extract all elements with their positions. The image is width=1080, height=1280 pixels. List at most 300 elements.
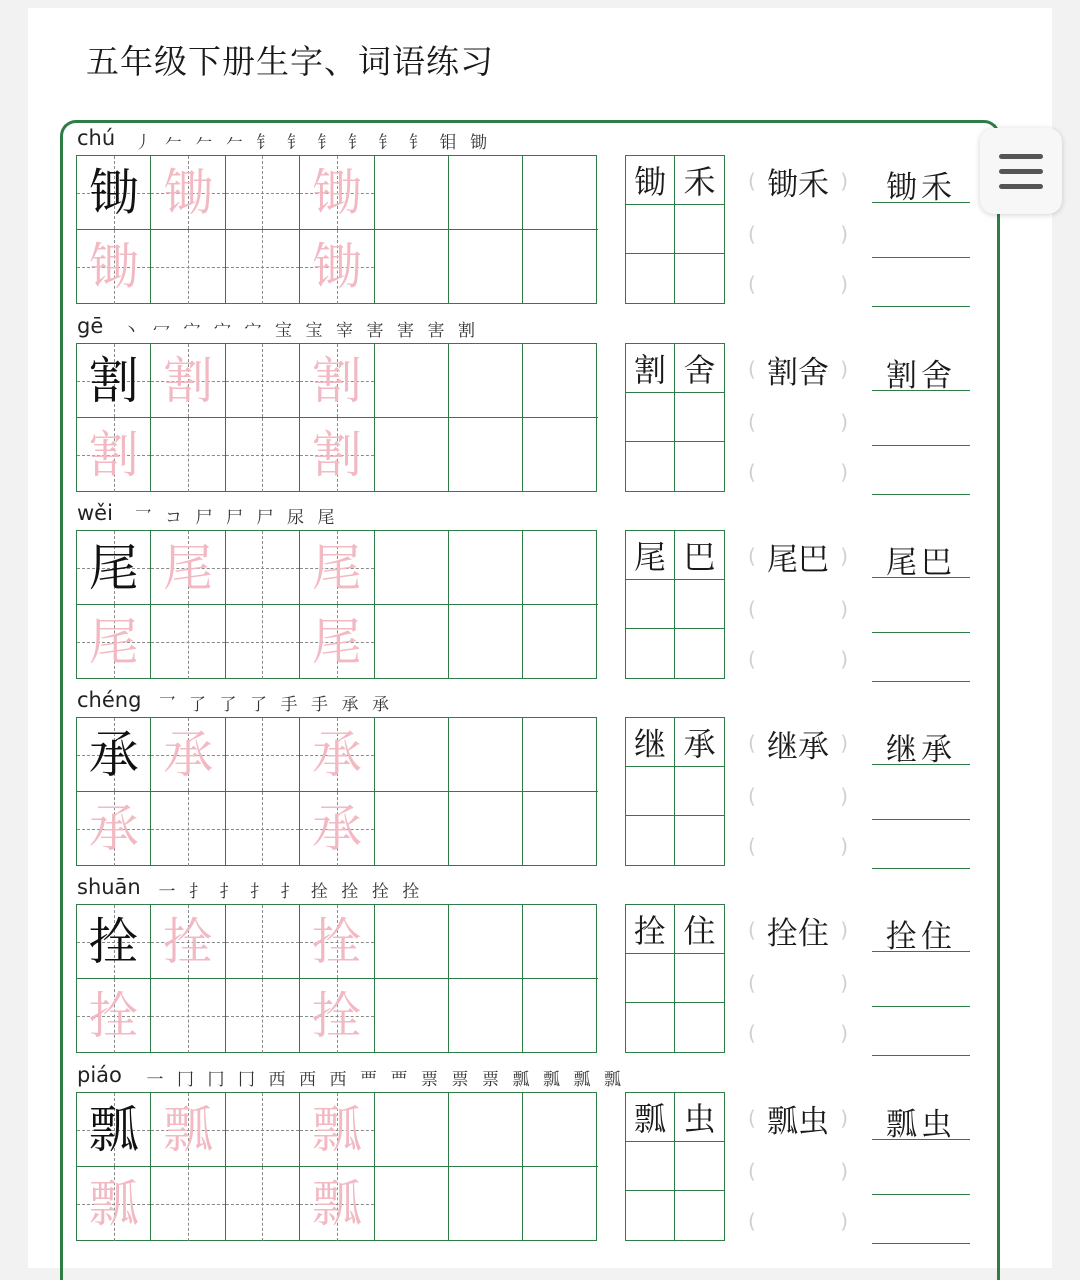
writing-cell[interactable] — [77, 1093, 151, 1167]
writing-cell[interactable] — [375, 1167, 449, 1241]
stroke-step: 宀 — [244, 321, 262, 341]
trace-character: 割 — [311, 351, 362, 410]
trace-character: 瓢 — [311, 1100, 362, 1159]
stroke-step: 钅 — [348, 133, 365, 153]
guide-line — [226, 1204, 299, 1205]
word-cell[interactable] — [675, 1142, 724, 1191]
guide-line — [151, 1016, 224, 1017]
trace-character: 锄 — [163, 163, 214, 222]
stroke-step: 票 — [421, 1070, 438, 1090]
underlined-word: 尾巴 — [872, 537, 970, 578]
stroke-step: 承 — [372, 695, 389, 715]
writing-cell[interactable] — [523, 531, 597, 605]
writing-cell[interactable] — [300, 605, 374, 679]
writing-cell[interactable] — [77, 418, 151, 492]
stroke-step: 扌 — [219, 882, 237, 902]
stroke-step: 冂 — [238, 1070, 255, 1090]
trace-character: 尾 — [311, 613, 362, 671]
word-text: 割舍 — [767, 354, 829, 391]
pinyin-label: chú — [77, 126, 116, 150]
stroke-step: 冂 — [177, 1070, 194, 1090]
writing-cell[interactable] — [151, 1093, 225, 1167]
writing-cell[interactable] — [375, 979, 449, 1053]
writing-cell[interactable] — [375, 905, 449, 979]
answer-line[interactable] — [872, 868, 970, 869]
word-character: 巴 — [683, 538, 716, 576]
character-entry — [0, 686, 1080, 873]
close-paren: ) — [840, 222, 848, 246]
stroke-step: 了 — [219, 695, 237, 715]
writing-cell[interactable] — [523, 156, 597, 230]
word-cell[interactable] — [675, 344, 724, 393]
character-entry — [0, 873, 1080, 1060]
word-text: 锄禾 — [767, 166, 829, 203]
stroke-step: 宝 — [275, 321, 292, 341]
writing-cell[interactable] — [375, 156, 449, 230]
guide-line — [226, 755, 299, 756]
writing-cell[interactable] — [449, 979, 523, 1053]
stroke-step: 尸 — [195, 508, 213, 528]
writing-cell[interactable] — [375, 230, 449, 304]
empty-parentheses[interactable] — [748, 1018, 848, 1048]
trace-character: 割 — [311, 426, 362, 484]
writing-cell[interactable] — [151, 1167, 225, 1241]
guide-line — [151, 1204, 224, 1205]
writing-cell[interactable] — [226, 156, 300, 230]
open-paren: ( — [748, 272, 756, 296]
writing-cell[interactable] — [375, 344, 449, 418]
word-cell[interactable] — [675, 393, 724, 442]
writing-cell[interactable] — [77, 230, 151, 304]
answer-line[interactable] — [872, 1194, 970, 1195]
empty-parentheses[interactable] — [748, 219, 848, 249]
writing-cell[interactable] — [375, 792, 449, 866]
open-paren: ( — [748, 971, 756, 995]
writing-cell[interactable] — [449, 718, 523, 792]
writing-cell[interactable] — [523, 905, 597, 979]
open-paren: ( — [748, 544, 756, 568]
word-character: 瓢 — [633, 1100, 666, 1138]
close-paren: ) — [840, 1021, 848, 1045]
writing-cell[interactable] — [77, 605, 151, 679]
word-cell[interactable] — [626, 1142, 675, 1191]
stroke-step: 尾 — [317, 508, 335, 528]
stroke-step: 手 — [311, 695, 328, 715]
empty-parentheses[interactable] — [748, 407, 848, 437]
word-cell[interactable] — [626, 393, 675, 442]
stroke-step: 瓢 — [512, 1070, 530, 1090]
word-cell[interactable] — [626, 905, 675, 954]
underlined-word: 继承 — [872, 724, 970, 765]
writing-cell[interactable] — [449, 230, 523, 304]
stroke-step: 钅 — [378, 133, 396, 153]
writing-cell[interactable] — [151, 979, 225, 1053]
open-paren: ( — [748, 169, 756, 193]
writing-cell[interactable] — [77, 344, 151, 418]
word-text: 尾巴 — [767, 541, 829, 578]
word-cell[interactable] — [626, 1191, 675, 1240]
character-entry — [0, 1061, 1080, 1248]
page-title: 五年级下册生字、词语练习 — [86, 42, 494, 81]
trace-character: 锄 — [88, 238, 139, 296]
writing-cell[interactable] — [449, 1167, 523, 1241]
word-cell[interactable] — [626, 205, 675, 254]
stroke-step: 𠂉 — [195, 133, 213, 153]
stroke-step: 钅 — [409, 133, 426, 153]
word-cell[interactable] — [675, 442, 724, 491]
answer-line[interactable] — [872, 681, 970, 682]
word-cell[interactable] — [675, 205, 724, 254]
guide-line — [226, 829, 299, 830]
close-paren: ) — [840, 597, 848, 621]
writing-cell[interactable] — [226, 1167, 300, 1241]
writing-cell[interactable] — [449, 156, 523, 230]
writing-cell[interactable] — [151, 156, 225, 230]
stroke-step: 扌 — [250, 882, 267, 902]
word-character: 继 — [633, 725, 666, 763]
stroke-step: 承 — [341, 695, 359, 715]
parenthesized-word — [748, 535, 848, 577]
close-paren: ) — [840, 731, 848, 755]
writing-cell[interactable] — [523, 344, 597, 418]
stroke-step: 尿 — [287, 508, 304, 528]
word-cell[interactable] — [626, 254, 675, 303]
writing-cell[interactable] — [449, 1093, 523, 1167]
word-cell[interactable] — [626, 442, 675, 491]
word-cell[interactable] — [626, 816, 675, 865]
writing-cell[interactable] — [226, 605, 300, 679]
open-paren: ( — [748, 1159, 756, 1183]
writing-cell[interactable] — [300, 1167, 374, 1241]
stroke-step: 𠂉 — [165, 133, 182, 153]
writing-grid — [76, 343, 597, 492]
writing-grid — [76, 155, 597, 304]
parenthesized-word — [748, 909, 848, 951]
guide-line — [226, 1130, 299, 1131]
answer-line[interactable] — [872, 306, 970, 307]
word-character: 锄 — [633, 163, 666, 201]
empty-parentheses[interactable] — [748, 269, 848, 299]
writing-cell[interactable] — [300, 905, 374, 979]
word-character: 割 — [633, 351, 666, 389]
answer-line[interactable] — [872, 1055, 970, 1056]
stroke-step: 覀 — [360, 1070, 377, 1090]
stroke-step: 拴 — [311, 882, 328, 902]
model-character: 承 — [88, 725, 139, 784]
writing-cell[interactable] — [77, 979, 151, 1053]
parenthesized-word — [748, 1097, 848, 1139]
stroke-step: 扌 — [189, 882, 206, 902]
stroke-step: 宀 — [214, 321, 231, 341]
writing-cell[interactable] — [77, 531, 151, 605]
hamburger-menu-icon[interactable] — [980, 128, 1062, 214]
close-paren: ) — [840, 544, 848, 568]
open-paren: ( — [748, 357, 756, 381]
menu-bar — [999, 154, 1043, 159]
writing-cell[interactable] — [151, 718, 225, 792]
stroke-step: 西 — [329, 1070, 347, 1090]
word-cell[interactable] — [675, 905, 724, 954]
writing-cell[interactable] — [77, 156, 151, 230]
word-cell[interactable] — [675, 816, 724, 865]
writing-cell[interactable] — [449, 905, 523, 979]
empty-parentheses[interactable] — [748, 968, 848, 998]
word-cell[interactable] — [675, 1191, 724, 1240]
trace-character: 承 — [88, 800, 139, 858]
writing-cell[interactable] — [226, 531, 300, 605]
open-paren: ( — [748, 834, 756, 858]
word-cell[interactable] — [626, 580, 675, 629]
open-paren: ( — [748, 597, 756, 621]
pinyin-label: wěi — [77, 501, 113, 525]
stroke-step: 拴 — [402, 882, 420, 902]
word-character: 拴 — [633, 912, 666, 950]
answer-line[interactable] — [872, 1006, 970, 1007]
trace-character: 瓢 — [311, 1175, 362, 1233]
word-cell[interactable] — [675, 718, 724, 767]
word-cell[interactable] — [626, 767, 675, 816]
parenthesized-word — [748, 722, 848, 764]
empty-parentheses[interactable] — [748, 644, 848, 674]
writing-cell[interactable] — [523, 1093, 597, 1167]
writing-cell[interactable] — [151, 905, 225, 979]
close-paren: ) — [840, 357, 848, 381]
writing-cell[interactable] — [300, 718, 374, 792]
trace-character: 拴 — [163, 912, 214, 971]
word-cell[interactable] — [626, 718, 675, 767]
writing-cell[interactable] — [375, 605, 449, 679]
word-cell[interactable] — [675, 1093, 724, 1142]
trace-character: 拴 — [88, 987, 139, 1045]
writing-cell[interactable] — [77, 1167, 151, 1241]
writing-cell[interactable] — [375, 531, 449, 605]
underlined-word: 锄禾 — [872, 162, 970, 203]
stroke-step: 尸 — [226, 508, 243, 528]
guide-line — [226, 455, 299, 456]
open-paren: ( — [748, 460, 756, 484]
word-cell[interactable] — [626, 156, 675, 205]
guide-line — [226, 267, 299, 268]
open-paren: ( — [748, 918, 756, 942]
stroke-step: 西 — [268, 1070, 286, 1090]
close-paren: ) — [840, 460, 848, 484]
model-character: 锄 — [88, 163, 139, 222]
writing-cell[interactable] — [449, 531, 523, 605]
writing-cell[interactable] — [226, 905, 300, 979]
writing-cell[interactable] — [523, 792, 597, 866]
empty-parentheses[interactable] — [748, 457, 848, 487]
word-cell[interactable] — [675, 629, 724, 678]
writing-cell[interactable] — [151, 792, 225, 866]
open-paren: ( — [748, 784, 756, 808]
writing-cell[interactable] — [300, 344, 374, 418]
writing-cell[interactable] — [375, 1093, 449, 1167]
close-paren: ) — [840, 1159, 848, 1183]
empty-parentheses[interactable] — [748, 831, 848, 861]
stroke-step: 西 — [299, 1070, 316, 1090]
writing-cell[interactable] — [151, 605, 225, 679]
stroke-step: 丿 — [134, 133, 152, 153]
character-entry — [0, 312, 1080, 499]
word-cell[interactable] — [626, 954, 675, 1003]
writing-cell[interactable] — [523, 418, 597, 492]
writing-cell[interactable] — [77, 792, 151, 866]
word-grid — [625, 155, 725, 304]
writing-cell[interactable] — [226, 344, 300, 418]
guide-line — [226, 942, 299, 943]
writing-cell[interactable] — [375, 418, 449, 492]
writing-cell[interactable] — [151, 230, 225, 304]
writing-cell[interactable] — [449, 605, 523, 679]
close-paren: ) — [840, 1209, 848, 1233]
open-paren: ( — [748, 1106, 756, 1130]
writing-cell[interactable] — [226, 418, 300, 492]
underlined-word: 割舍 — [872, 350, 970, 391]
stroke-step: 扌 — [280, 882, 298, 902]
answer-line[interactable] — [872, 494, 970, 495]
answer-line[interactable] — [872, 257, 970, 258]
guide-line — [151, 267, 224, 268]
word-text: 继承 — [767, 728, 829, 765]
word-cell[interactable] — [626, 1093, 675, 1142]
writing-cell[interactable] — [375, 718, 449, 792]
trace-character: 瓢 — [88, 1175, 139, 1233]
word-cell[interactable] — [675, 767, 724, 816]
answer-line[interactable] — [872, 445, 970, 446]
parenthesized-word — [748, 160, 848, 202]
word-cell[interactable] — [675, 1003, 724, 1052]
writing-cell[interactable] — [300, 531, 374, 605]
writing-cell[interactable] — [449, 792, 523, 866]
trace-character: 尾 — [163, 538, 214, 597]
writing-cell[interactable] — [226, 979, 300, 1053]
open-paren: ( — [748, 1209, 756, 1233]
writing-grid — [76, 1092, 597, 1241]
stroke-step: 票 — [451, 1070, 469, 1090]
writing-cell[interactable] — [77, 905, 151, 979]
trace-character: 尾 — [88, 613, 139, 671]
menu-bar — [999, 169, 1043, 174]
guide-line — [226, 1016, 299, 1017]
underlined-word: 瓢虫 — [872, 1099, 970, 1140]
writing-grid — [76, 904, 597, 1053]
word-cell[interactable] — [675, 954, 724, 1003]
guide-line — [151, 455, 224, 456]
writing-cell[interactable] — [523, 979, 597, 1053]
empty-parentheses[interactable] — [748, 781, 848, 811]
open-paren: ( — [748, 222, 756, 246]
stroke-step: コ — [165, 508, 182, 528]
writing-cell[interactable] — [449, 418, 523, 492]
empty-parentheses[interactable] — [748, 594, 848, 624]
writing-cell[interactable] — [77, 718, 151, 792]
writing-cell[interactable] — [300, 1093, 374, 1167]
answer-line[interactable] — [872, 632, 970, 633]
open-paren: ( — [748, 647, 756, 671]
writing-cell[interactable] — [226, 792, 300, 866]
pinyin-label: shuān — [77, 875, 141, 899]
stroke-step: 乛 — [158, 695, 176, 715]
word-character: 住 — [683, 912, 716, 950]
word-cell[interactable] — [626, 1003, 675, 1052]
word-grid — [625, 717, 725, 866]
stroke-step: 一 — [158, 882, 176, 902]
answer-line[interactable] — [872, 819, 970, 820]
stroke-step: 钅 — [287, 133, 304, 153]
trace-character: 承 — [163, 725, 214, 784]
writing-cell[interactable] — [523, 605, 597, 679]
close-paren: ) — [840, 647, 848, 671]
stroke-step: 丶 — [122, 321, 140, 341]
trace-character: 割 — [163, 351, 214, 410]
trace-character: 承 — [311, 800, 362, 858]
word-cell[interactable] — [675, 531, 724, 580]
stroke-step: 手 — [280, 695, 298, 715]
stroke-step: 钅 — [256, 133, 274, 153]
stroke-step: 尸 — [256, 508, 274, 528]
word-cell[interactable] — [626, 531, 675, 580]
writing-cell[interactable] — [449, 344, 523, 418]
empty-parentheses[interactable] — [748, 1206, 848, 1236]
writing-cell[interactable] — [300, 979, 374, 1053]
writing-cell[interactable] — [523, 1167, 597, 1241]
guide-line — [151, 829, 224, 830]
character-entry — [0, 124, 1080, 311]
word-cell[interactable] — [675, 254, 724, 303]
stroke-step: 害 — [427, 321, 445, 341]
empty-parentheses[interactable] — [748, 1156, 848, 1186]
model-character: 尾 — [88, 538, 139, 597]
writing-cell[interactable] — [226, 718, 300, 792]
word-cell[interactable] — [675, 156, 724, 205]
stroke-step: 票 — [482, 1070, 499, 1090]
word-cell[interactable] — [626, 344, 675, 393]
writing-cell[interactable] — [300, 230, 374, 304]
word-text: 瓢虫 — [767, 1103, 829, 1140]
writing-cell[interactable] — [523, 718, 597, 792]
writing-cell[interactable] — [300, 156, 374, 230]
guide-line — [226, 568, 299, 569]
trace-character: 瓢 — [163, 1100, 214, 1159]
writing-cell[interactable] — [226, 1093, 300, 1167]
stroke-step: 锄 — [470, 133, 487, 153]
trace-character: 承 — [311, 725, 362, 784]
answer-line[interactable] — [872, 1243, 970, 1244]
word-cell[interactable] — [626, 629, 675, 678]
writing-cell[interactable] — [151, 418, 225, 492]
writing-cell[interactable] — [151, 531, 225, 605]
stroke-step: 害 — [397, 321, 414, 341]
writing-cell[interactable] — [300, 792, 374, 866]
stroke-step: 瓢 — [543, 1070, 560, 1090]
pinyin-label: piáo — [77, 1063, 122, 1087]
writing-cell[interactable] — [151, 344, 225, 418]
writing-cell[interactable] — [523, 230, 597, 304]
pinyin-label: chéng — [77, 688, 142, 712]
writing-cell[interactable] — [300, 418, 374, 492]
word-cell[interactable] — [675, 580, 724, 629]
word-character: 虫 — [683, 1100, 716, 1138]
guide-line — [226, 381, 299, 382]
close-paren: ) — [840, 410, 848, 434]
word-grid — [625, 1092, 725, 1241]
writing-cell[interactable] — [226, 230, 300, 304]
stroke-step: 瓢 — [573, 1070, 591, 1090]
stroke-step: 拴 — [341, 882, 359, 902]
stroke-step: 冂 — [207, 1070, 225, 1090]
underlined-word: 拴住 — [872, 911, 970, 952]
character-entry — [0, 499, 1080, 686]
